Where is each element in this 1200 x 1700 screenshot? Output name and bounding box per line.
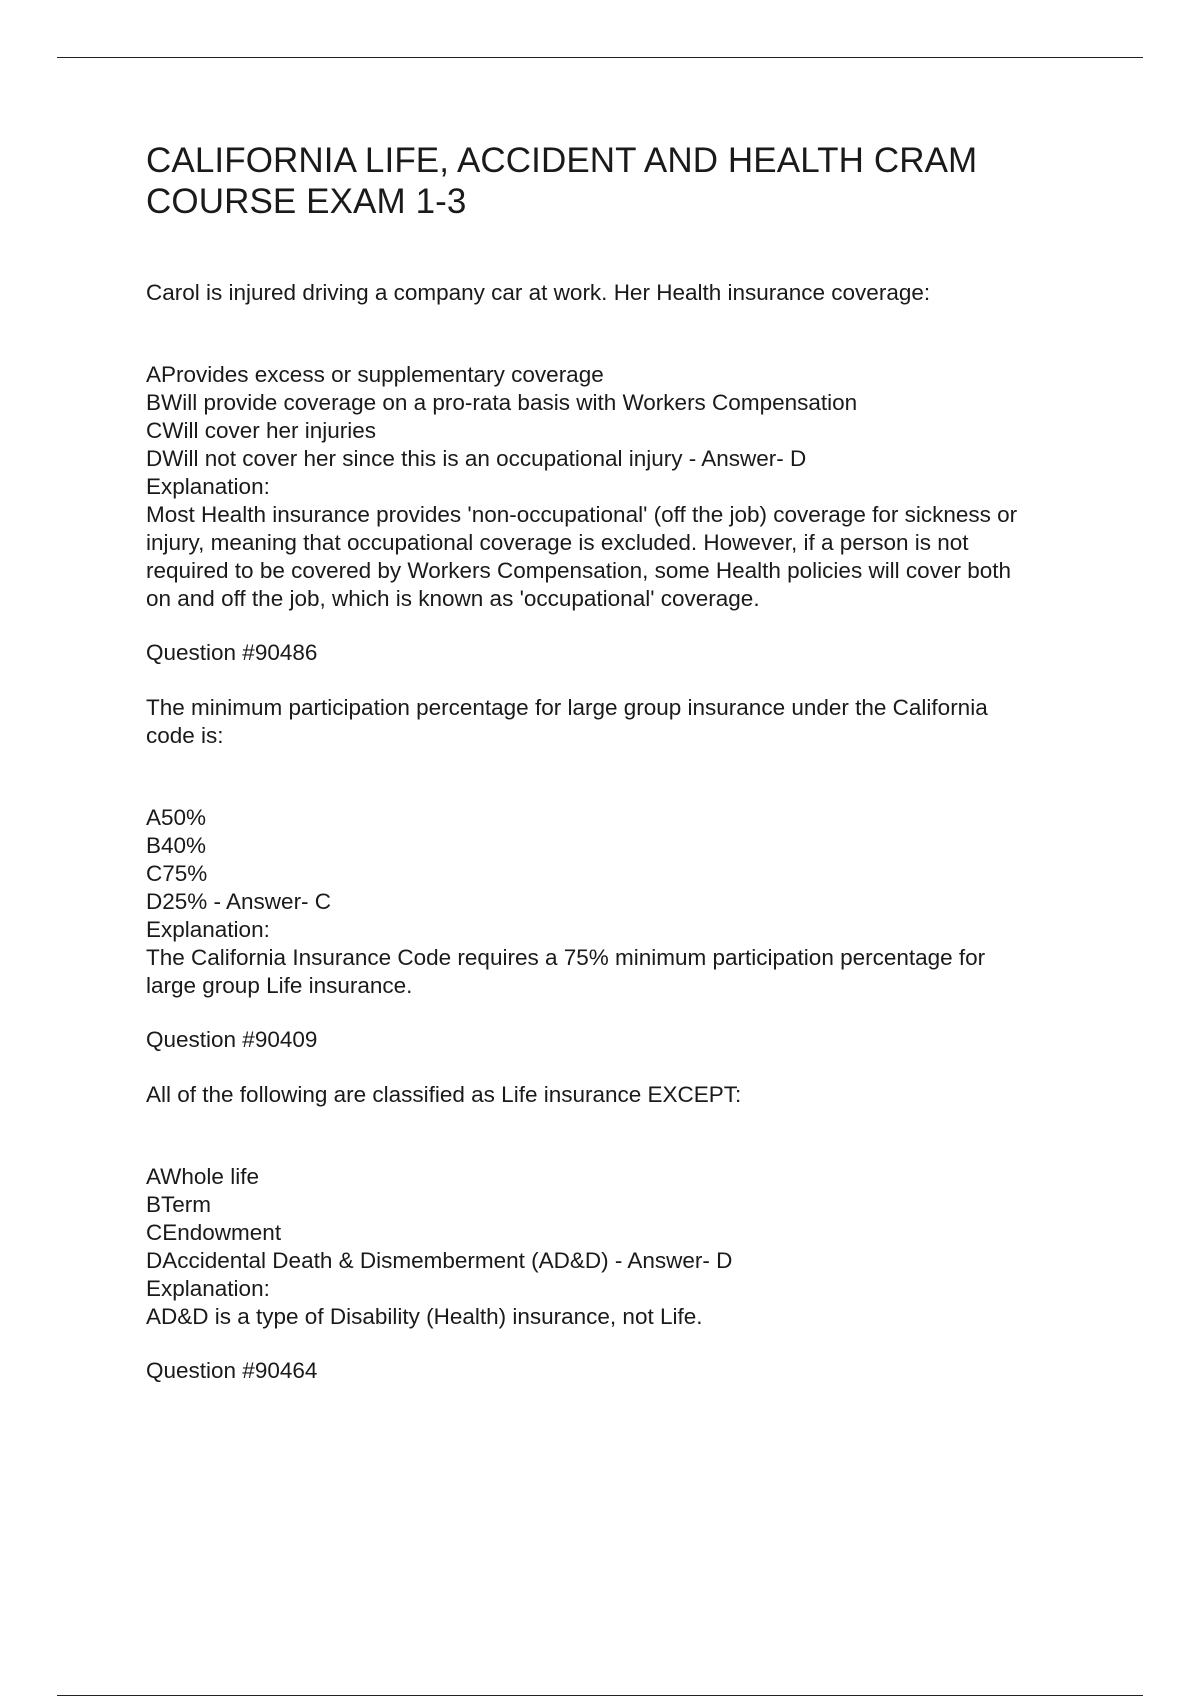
explanation-line: AD&D is a type of Disability (Health) insurance, not Life. bbox=[146, 1304, 703, 1329]
bottom-rule bbox=[57, 1695, 1143, 1696]
question-number: Question #90486 bbox=[146, 640, 318, 665]
top-rule bbox=[57, 57, 1143, 58]
answer-option-b: B40% bbox=[146, 833, 207, 858]
document-page bbox=[146, 140, 1096, 1385]
explanation-line: The California Insurance Code requires a 75% minimum participation percentage for bbox=[146, 945, 986, 970]
question-prompt-line: code is: bbox=[146, 723, 224, 748]
explanation-line: large group Life insurance. bbox=[146, 973, 413, 998]
explanation-label: Explanation: bbox=[146, 1276, 270, 1301]
title-line-2: COURSE EXAM 1-3 bbox=[146, 182, 467, 221]
question-block-1 bbox=[146, 279, 1096, 667]
question-prompt: Carol is injured driving a company car at work. Her Health insurance coverage: bbox=[146, 280, 931, 305]
question-prompt: All of the following are classified as Life insurance EXCEPT: bbox=[146, 1082, 742, 1107]
document-title bbox=[146, 140, 1096, 222]
explanation-line: Most Health insurance provides 'non-occupational' (off the job) coverage for sickness or bbox=[146, 502, 1018, 527]
title-line-1: CALIFORNIA LIFE, ACCIDENT AND HEALTH CRAM bbox=[146, 141, 978, 180]
answer-option-a: A50% bbox=[146, 805, 207, 830]
question-number: Question #90409 bbox=[146, 1027, 318, 1052]
explanation-label: Explanation: bbox=[146, 917, 270, 942]
answer-option-c: CWill cover her injuries bbox=[146, 418, 377, 443]
answer-option-d: D25% - Answer- C bbox=[146, 889, 332, 914]
answer-option-d: DAccidental Death & Dismemberment (AD&D) - Answer- D bbox=[146, 1248, 733, 1273]
question-number: Question #90464 bbox=[146, 1358, 318, 1383]
answer-option-c: C75% bbox=[146, 861, 208, 886]
answer-option-c: CEndowment bbox=[146, 1220, 282, 1245]
answer-option-d: DWill not cover her since this is an occupational injury - Answer- D bbox=[146, 446, 807, 471]
explanation-line: injury, meaning that occupational coverage is excluded. However, if a person is not bbox=[146, 530, 969, 555]
answer-option-a: AWhole life bbox=[146, 1164, 259, 1189]
question-prompt-line: The minimum participation percentage for large group insurance under the California bbox=[146, 695, 988, 720]
explanation-line: on and off the job, which is known as 'occupational' coverage. bbox=[146, 586, 760, 611]
explanation-label: Explanation: bbox=[146, 474, 270, 499]
question-block-2 bbox=[146, 694, 1096, 1054]
question-block-3 bbox=[146, 1081, 1096, 1385]
answer-option-b: BWill provide coverage on a pro-rata basis with Workers Compensation bbox=[146, 390, 858, 415]
answer-option-a: AProvides excess or supplementary coverage bbox=[146, 362, 604, 387]
answer-option-b: BTerm bbox=[146, 1192, 212, 1217]
explanation-line: required to be covered by Workers Compensation, some Health policies will cover both bbox=[146, 558, 1011, 583]
